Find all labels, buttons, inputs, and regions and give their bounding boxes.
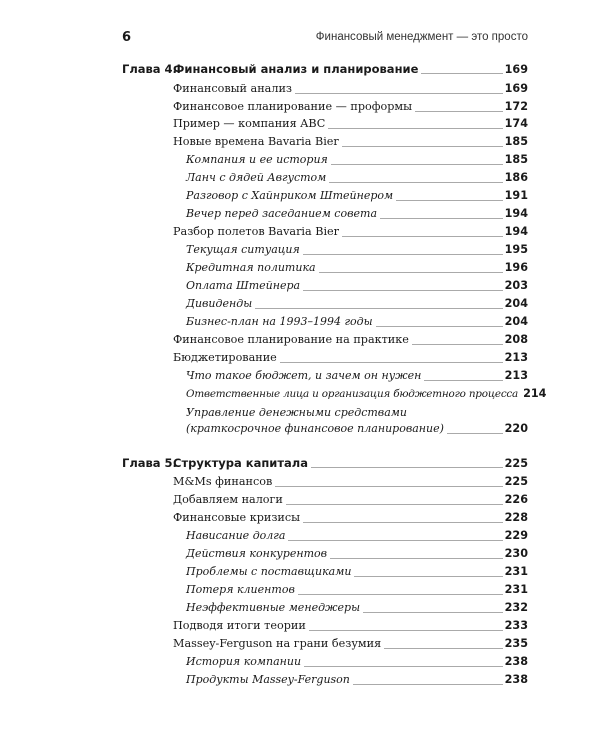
toc-subentry[interactable]: Проблемы с поставщиками 231 bbox=[186, 565, 528, 578]
toc-entry[interactable]: Новые времена Bavaria Bier 185 bbox=[173, 135, 528, 148]
chapter-title: Финансовый анализ и планирование bbox=[173, 62, 419, 76]
chapter-label: Глава 4. bbox=[122, 62, 177, 76]
toc-subentry[interactable]: Действия конкурентов 230 bbox=[186, 547, 528, 560]
toc-subentry[interactable]: Нависание долга 229 bbox=[186, 529, 528, 542]
toc-entry[interactable]: Добавляем налоги 226 bbox=[173, 493, 528, 506]
toc-entry[interactable]: Финансовое планирование — проформы 172 bbox=[173, 100, 528, 113]
toc-subentry[interactable]: Неэффективные менеджеры 232 bbox=[186, 601, 528, 614]
toc-subentry[interactable]: Ответственные лица и организация бюджетного процесса 214 bbox=[186, 387, 547, 400]
toc-subentry[interactable]: (краткосрочное финансовое планирование) 220 bbox=[186, 422, 528, 435]
page-ref: 169 bbox=[504, 63, 528, 76]
toc-entry[interactable]: Подводя итоги теории 233 bbox=[173, 619, 528, 632]
page-number: 6 bbox=[122, 30, 132, 45]
toc-entry[interactable]: Бюджетирование 213 bbox=[173, 351, 528, 364]
dot-leader bbox=[311, 467, 503, 468]
chapter-4-heading[interactable] bbox=[122, 60, 528, 78]
toc-entry[interactable]: Финансовый анализ 169 bbox=[173, 82, 528, 95]
toc-subentry[interactable]: Вечер перед заседанием совета 194 bbox=[186, 207, 528, 220]
toc-subentry[interactable]: Кредитная политика 196 bbox=[186, 261, 528, 274]
toc-subentry[interactable]: Ланч с дядей Августом 186 bbox=[186, 171, 528, 184]
toc-subentry[interactable]: Оплата Штейнера 203 bbox=[186, 279, 528, 292]
toc-subentry[interactable]: Дивиденды 204 bbox=[186, 297, 528, 310]
toc-subentry[interactable]: Текущая ситуация 195 bbox=[186, 243, 528, 256]
toc-subentry[interactable]: Разговор с Хайнриком Штейнером 191 bbox=[186, 189, 528, 202]
toc-entry[interactable]: Пример — компания ABC 174 bbox=[173, 117, 528, 130]
chapter-5-heading[interactable] bbox=[122, 454, 528, 472]
toc-subentry[interactable]: Продукты Massey-Ferguson 238 bbox=[186, 673, 528, 686]
toc-entry[interactable]: Massey-Ferguson на грани безумия 235 bbox=[173, 637, 528, 650]
toc-subentry-line1: Управление денежными средствами bbox=[186, 406, 407, 419]
toc-subentry[interactable]: История компании 238 bbox=[186, 655, 528, 668]
toc-subentry[interactable]: Бизнес-план на 1993–1994 годы 204 bbox=[186, 315, 528, 328]
toc-entry[interactable]: Финансовые кризисы 228 bbox=[173, 511, 528, 524]
page-header bbox=[122, 30, 528, 50]
dot-leader bbox=[421, 73, 502, 74]
page-ref: 225 bbox=[504, 457, 528, 470]
toc-subentry[interactable]: Что такое бюджет, и зачем он нужен 213 bbox=[186, 369, 528, 382]
running-title: Финансовый менеджмент — это просто bbox=[315, 31, 528, 43]
toc-subentry[interactable]: Компания и ее история 185 bbox=[186, 153, 528, 166]
toc-subentry[interactable]: Потеря клиентов 231 bbox=[186, 583, 528, 596]
chapter-title: Структура капитала bbox=[173, 456, 308, 470]
toc-entry[interactable]: M&Ms финансов 225 bbox=[173, 475, 528, 488]
toc-entry[interactable]: Финансовое планирование на практике 208 bbox=[173, 333, 528, 346]
toc-entry[interactable]: Разбор полетов Bavaria Bier 194 bbox=[173, 225, 528, 238]
chapter-label: Глава 5. bbox=[122, 456, 177, 470]
